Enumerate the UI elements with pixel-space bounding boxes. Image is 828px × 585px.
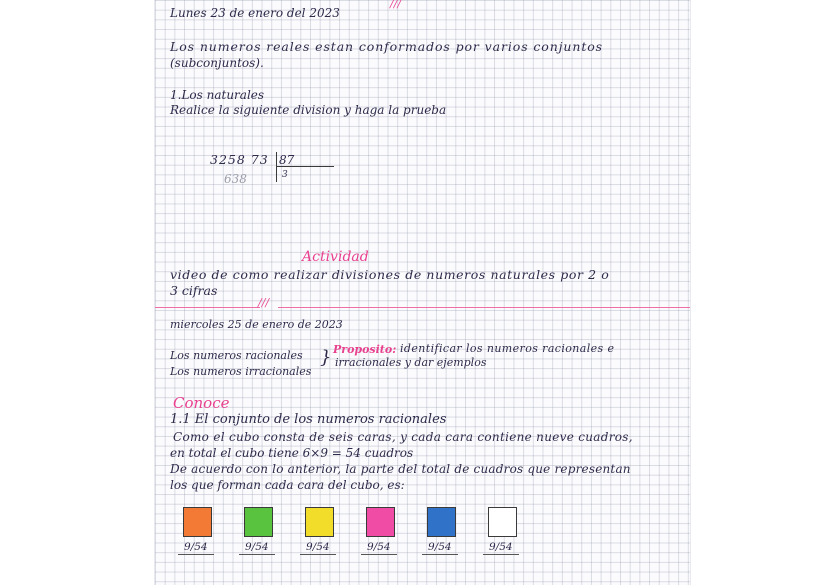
face-square-pink [366, 507, 395, 537]
division-quotient: 3 [282, 170, 288, 180]
fraction-label: 9/54 [184, 541, 208, 553]
date-marks-2: /// [258, 296, 270, 309]
face-square-green [244, 507, 273, 537]
proposito-left-1: Los numeros racionales [170, 349, 303, 362]
intro-line-1: Los numeros reales estan conformados por varios conjuntos [170, 39, 603, 54]
divider-right [278, 307, 690, 308]
actividad-line-1: video de como realizar divisiones de numeros naturales por 2 o [170, 267, 610, 282]
proposito-text-1: identificar los numeros racionales e [400, 342, 615, 355]
fraction-label: 9/54 [428, 541, 452, 553]
divider-left [155, 307, 260, 308]
notebook-page [155, 0, 690, 585]
face-square-orange [183, 507, 212, 537]
intro-line-2: (subconjuntos). [170, 56, 264, 70]
division-bracket-horizontal [276, 166, 334, 167]
fraction-label: 9/54 [245, 541, 269, 553]
division-bracket-vertical [276, 152, 277, 182]
face-square-blue [427, 507, 456, 537]
conoce-line-2: en total el cubo tiene 6×9 = 54 cuadros [170, 446, 414, 460]
conoce-line-3: De acuerdo con lo anterior, la parte del total de cuadros que representan [170, 462, 631, 476]
proposito-brace: } [320, 347, 332, 368]
date-marks-1: /// [390, 0, 402, 10]
conoce-line-1: Como el cubo consta de seis caras, y cada cara contiene nueve cuadros, [173, 430, 633, 444]
proposito-label: Proposito: [333, 343, 397, 356]
conoce-subtitle: 1.1 El conjunto de los numeros racionales [170, 412, 447, 427]
division-dividend: 3258 73 [210, 152, 269, 167]
proposito-text-2: irracionales y dar ejemplos [335, 356, 487, 369]
date-heading-2: miercoles 25 de enero de 2023 [170, 318, 343, 331]
naturales-instruction: Realice la siguiente division y haga la prueba [170, 103, 447, 117]
fraction-label: 9/54 [367, 541, 391, 553]
conoce-title: Conoce [173, 394, 230, 412]
face-square-yellow [305, 507, 334, 537]
proposito-left-2: Los numeros irracionales [170, 365, 312, 378]
fraction-label: 9/54 [489, 541, 513, 553]
date-heading-1: Lunes 23 de enero del 2023 [170, 6, 340, 20]
face-square-white [488, 507, 517, 537]
division-divisor: 87 [279, 153, 295, 167]
actividad-line-2: 3 cifras [170, 283, 218, 298]
naturales-heading: 1.Los naturales [170, 88, 265, 102]
fraction-label: 9/54 [306, 541, 330, 553]
actividad-title: Actividad [302, 249, 369, 265]
conoce-line-4: los que forman cada cara del cubo, es: [170, 478, 405, 492]
division-remainder: 638 [224, 172, 247, 186]
